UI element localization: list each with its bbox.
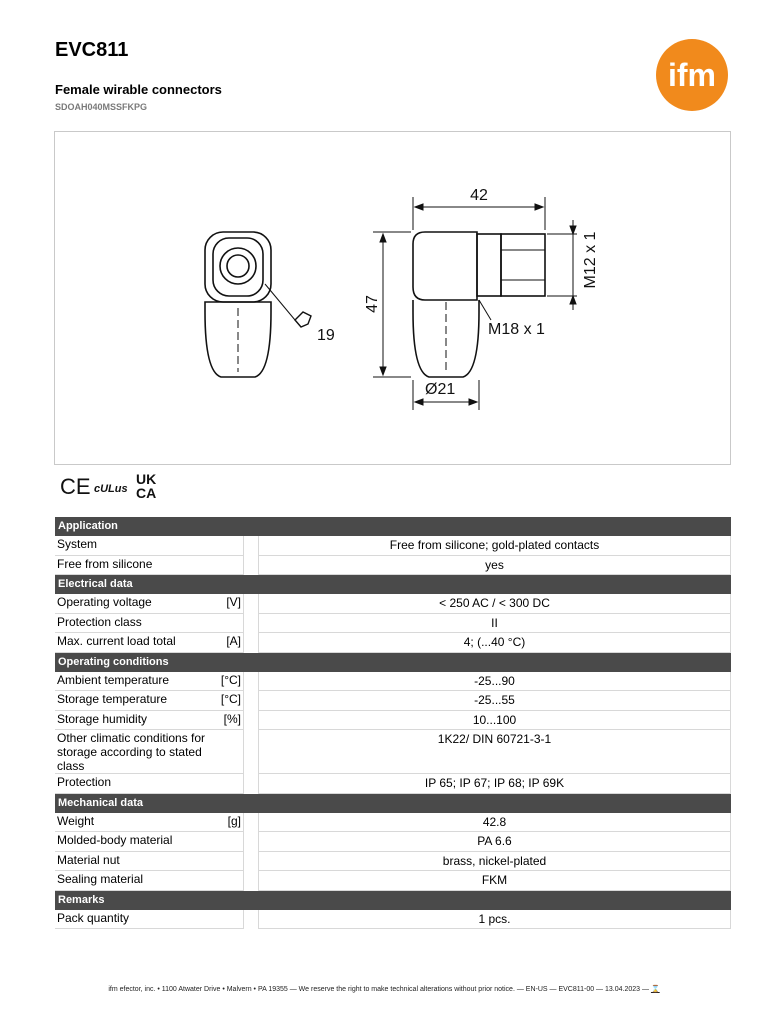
row-divider-right [258,928,731,929]
spec-value: PA 6.6 [477,834,512,848]
cell-border [258,672,259,692]
svg-text:CA: CA [136,485,157,500]
cell-border [243,832,244,852]
spec-value: -25...90 [474,673,515,688]
spec-value: 10...100 [472,712,517,727]
side-hex-nut [477,234,501,296]
cell-border [258,871,259,891]
row-divider-left [55,652,243,653]
cell-border [258,813,259,833]
row-divider-right [258,793,731,794]
spec-label: System [57,537,98,551]
cell-border [730,672,731,692]
cell-border [243,711,244,731]
dimension-labels [364,187,599,398]
cell-border [243,813,244,833]
spec-label: Protection class [57,614,142,629]
cell-border [730,774,731,794]
row-divider-right [258,652,731,653]
front-view [205,232,295,377]
spec-unit: [%] [223,711,241,726]
cell-border [258,633,259,653]
cell-border [730,614,731,634]
specification-table [55,517,731,929]
spec-row [55,871,731,891]
cell-border [258,614,259,634]
cell-border [243,910,244,930]
cell-border [243,594,244,614]
cell-border [258,910,259,930]
cell-border [730,633,731,653]
spec-label: Other climatic conditions for storage according to stated class [57,731,206,773]
cell-border [258,774,259,794]
row-divider-left [55,574,243,575]
dimension-drawing [54,131,731,465]
spec-row [55,774,731,794]
wrench-size-label: 19 [317,327,335,344]
spec-label: Storage temperature [57,692,168,706]
cell-border [730,711,731,731]
logo-text: ifm [668,57,716,93]
spec-unit: [°C] [220,692,241,706]
spec-unit: [A] [226,634,241,648]
side-head-outline [413,232,477,300]
spec-unit: [V] [226,595,241,609]
cell-border [258,852,259,872]
hourglass-icon: ⌛ [650,986,660,993]
spec-value: -25...55 [474,693,515,707]
ukca-mark [136,471,156,500]
cell-border [258,711,259,731]
product-title: EVC811 [55,39,129,61]
cell-border [243,614,244,634]
spec-row [55,691,731,711]
ifm-logo [655,39,729,111]
spec-unit: [g] [227,813,241,828]
spec-value: brass, nickel-plated [442,853,547,868]
section-header: Application [55,517,731,536]
spec-row [55,594,731,614]
section-header: Remarks [55,891,731,910]
cell-border [258,691,259,711]
side-thread [501,234,545,296]
spec-value: IP 65; IP 67; IP 68; IP 69K [424,776,565,790]
cell-border [258,536,259,556]
spec-value: yes [485,557,504,572]
spec-label: Molded-body material [57,833,173,847]
spec-row [55,614,731,634]
spec-unit: [°C] [220,672,241,687]
spec-label: Sealing material [57,872,144,886]
spec-label: Weight [57,813,95,828]
spec-row [55,813,731,833]
row-divider-left [55,890,243,891]
cell-border [243,730,244,774]
spec-label: Free from silicone [57,556,153,571]
row-divider-right [258,574,731,575]
row-divider-left [55,928,243,929]
spec-value: < 250 AC / < 300 DC [439,596,550,610]
culus-mark: cULus [94,483,128,495]
spec-value: FKM [481,873,508,887]
cell-border [258,556,259,576]
ce-mark: CE [60,474,91,499]
dimension-lines [373,197,577,410]
cell-border [730,871,731,891]
cell-border [258,594,259,614]
cell-border [730,813,731,833]
cell-border [243,536,244,556]
cell-border [243,691,244,711]
section-header: Operating conditions [55,653,731,672]
spec-row [55,633,731,653]
spec-row [55,730,731,774]
section-header: Electrical data [55,575,731,594]
spec-value: Free from silicone; gold-plated contacts [389,538,600,552]
footer-text: ifm efector, inc. • 1100 Atwater Drive • Malvern • PA 19355 — We reserve the right to make technical alterations without prior notice. — EN-US — EVC811-00 — 13.04.2023 — [108,986,649,993]
row-divider-right [258,890,731,891]
side-view [413,232,545,377]
row-divider-left [55,793,243,794]
page-footer [0,985,768,993]
cell-border [243,672,244,692]
spec-label: Operating voltage [57,595,152,609]
spec-value: 4; (...40 °C) [463,635,526,649]
spec-value: 42.8 [482,814,507,829]
front-contact-circle [220,248,256,284]
svg-text:UK: UK [136,471,157,487]
spec-value: 1 pcs. [478,911,511,926]
spec-row [55,536,731,556]
cell-border [730,691,731,711]
wrench-icon [295,312,335,344]
section-header: Mechanical data [55,794,731,813]
spec-row [55,910,731,930]
spec-row [55,832,731,852]
dim-thread-body-label: M18 x 1 [488,321,545,338]
cell-border [730,852,731,872]
cell-border [258,730,259,774]
cell-border [243,774,244,794]
certification-marks [58,470,168,500]
cell-border [730,730,731,774]
cell-border [730,536,731,556]
dimension-drawing-svg [55,132,732,466]
product-code: SDOAH040MSSFKPG [55,102,148,112]
cell-border [730,910,731,930]
cell-border [258,832,259,852]
cell-border [730,594,731,614]
spec-label: Protection [57,775,112,789]
spec-label: Ambient temperature [57,672,170,687]
spec-row [55,711,731,731]
spec-label: Max. current load total [57,634,176,648]
dim-diameter-label: Ø21 [425,381,456,398]
dim-width-label: 42 [470,187,488,204]
cell-border [243,852,244,872]
cell-border [730,832,731,852]
cell-border [243,556,244,576]
dim-height-label: 47 [364,295,381,313]
cell-border [243,633,244,653]
spec-row [55,852,731,872]
product-subtitle: Female wirable connectors [55,82,222,97]
spec-row [55,672,731,692]
spec-row [55,556,731,576]
front-nut-outline [205,232,271,302]
spec-label: Pack quantity [57,910,130,925]
cell-border [730,556,731,576]
spec-label: Material nut [57,852,120,867]
dim-thread-nut-label: M12 x 1 [582,231,599,289]
cell-border [243,871,244,891]
spec-value: 1K22/ DIN 60721-3-1 [437,732,552,746]
spec-value: II [491,615,498,630]
spec-label: Storage humidity [57,711,148,726]
